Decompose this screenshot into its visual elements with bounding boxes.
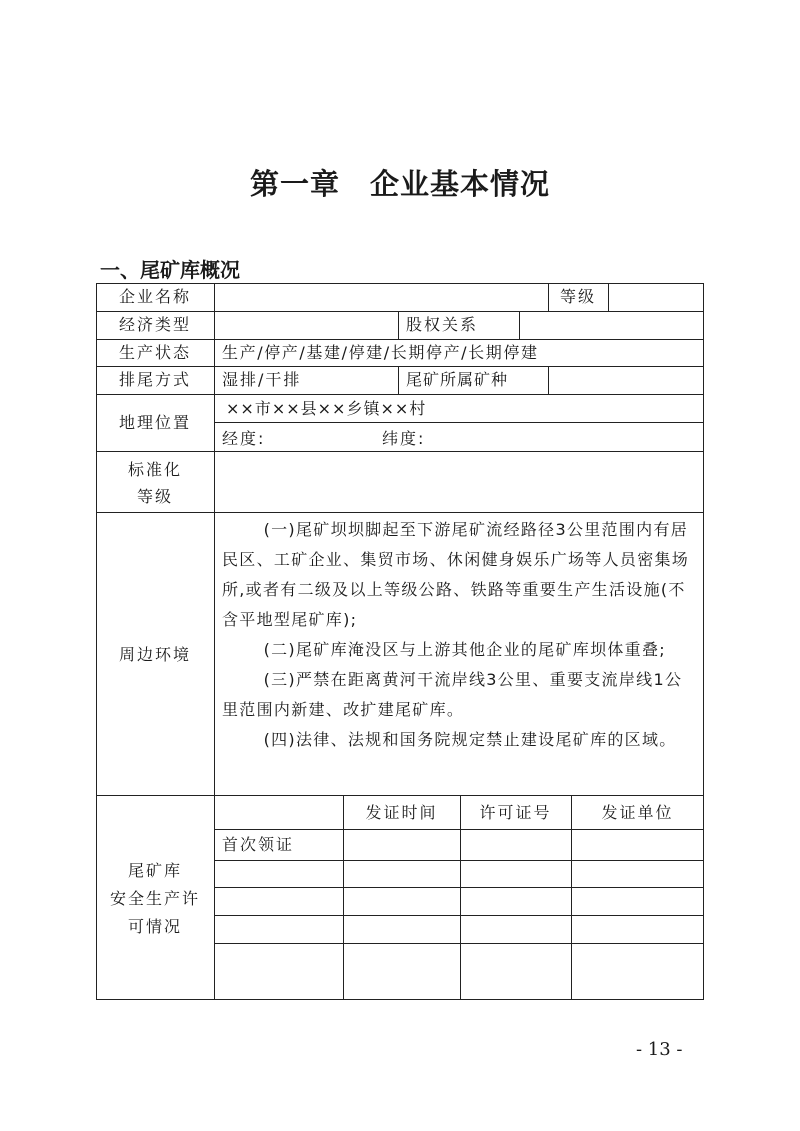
production-status-label: 生产状态: [118, 343, 191, 362]
header-license-number: 许可证号: [479, 803, 552, 822]
license-label-line2: 安全生产许: [109, 889, 200, 908]
mineral-label: 尾矿所属矿种: [406, 370, 509, 389]
license-label-line1: 尾矿库: [127, 861, 182, 880]
grade-label: 等级: [559, 287, 596, 306]
section-title: 一、尾矿库概况: [100, 258, 240, 282]
location-label: 地理位置: [118, 413, 191, 432]
environment-item-3: (三)严禁在距离黄河干流岸线3公里、重要支流岸线1公里范围内新建、改扩建尾矿库。: [222, 670, 683, 719]
economic-type-label: 经济类型: [118, 315, 191, 334]
environment-item-2: (二)尾矿库淹没区与上游其他企业的尾矿库坝体重叠;: [263, 640, 666, 659]
standard-label-line2: 等级: [136, 487, 173, 506]
chapter-title: [0, 162, 800, 203]
standard-label-line1: 标准化: [127, 460, 182, 479]
equity-label: 股权关系: [406, 315, 479, 334]
enterprise-name-label: 企业名称: [118, 287, 191, 306]
first-license-label: 首次领证: [222, 835, 295, 854]
chapter-name: 企业基本情况: [370, 167, 551, 201]
production-status-value: 生产/停产/基建/停建/长期停产/长期停建: [222, 343, 539, 362]
discharge-label: 排尾方式: [118, 370, 191, 389]
header-issuing-authority: 发证单位: [601, 803, 674, 822]
longitude-label: 经度:: [222, 429, 266, 448]
tailings-info-table: [96, 283, 704, 1000]
location-value: ××市××县××乡镇××村: [226, 399, 427, 418]
license-label-line3: 可情况: [127, 917, 182, 936]
environment-item-4: (四)法律、法规和国务院规定禁止建设尾矿库的区域。: [263, 730, 677, 749]
environment-item-1: (一)尾矿坝坝脚起至下游尾矿流经路径3公里范围内有居民区、工矿企业、集贸市场、休闲健身娱乐广场等人员密集场所,或者有二级及以上等级公路、铁路等重要生产生活设施(不含平地型尾矿库);: [222, 520, 690, 629]
latitude-label: 纬度:: [382, 429, 426, 448]
environment-label: 周边环境: [118, 645, 191, 664]
discharge-value: 湿排/干排: [222, 370, 302, 389]
environment-text: [222, 515, 694, 755]
page-number: - 13 -: [636, 1039, 683, 1060]
header-issue-date: 发证时间: [365, 803, 438, 822]
chapter-number: 第一章: [249, 167, 340, 201]
